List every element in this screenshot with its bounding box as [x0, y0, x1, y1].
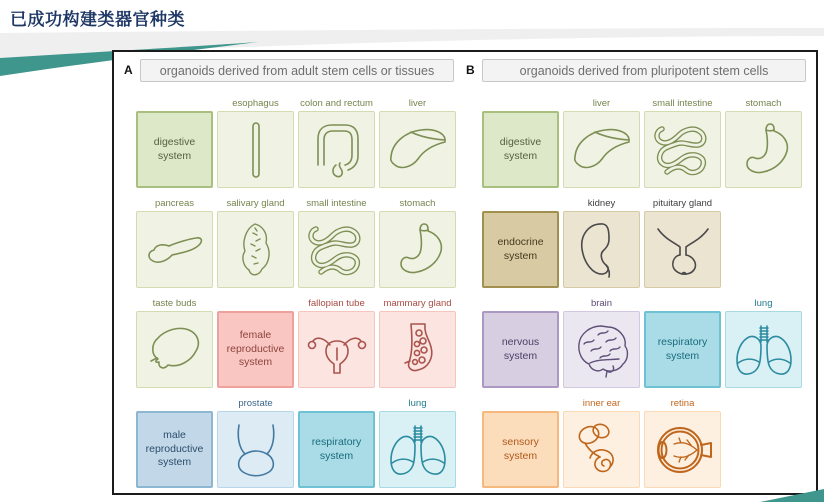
corner-accent-decoration — [760, 489, 824, 502]
liver-icon — [386, 118, 450, 182]
organ-cell-lung — [379, 397, 456, 488]
organ-label: lung — [754, 298, 773, 309]
organ-label: stomach — [399, 198, 436, 209]
panel-a-letter: A — [124, 63, 133, 77]
panel-a-head — [124, 59, 454, 82]
label-spacer — [136, 397, 213, 411]
system-box-respiratory-system — [644, 311, 721, 388]
system-cell-respiratory-system — [298, 397, 375, 488]
organ-cell-lung — [725, 297, 802, 388]
organ-cell-pituitary-gland — [644, 197, 721, 288]
system-cell-sensory-system — [482, 397, 559, 488]
label-spacer — [217, 297, 294, 311]
organ-label: prostate — [238, 398, 273, 409]
organ-label: salivary gland — [226, 198, 285, 209]
small-intestine-icon — [651, 118, 715, 182]
organoid-figure — [112, 50, 818, 495]
organ-cell-mammary-gland — [379, 297, 456, 388]
empty-cell — [725, 397, 802, 488]
organ-cell-taste-buds — [136, 297, 213, 388]
organ-cell-colon-and-rectum — [298, 97, 375, 188]
organ-box-lung — [379, 411, 456, 488]
lung-icon — [732, 318, 796, 382]
panel-a-grid — [136, 97, 454, 488]
organ-box-small-intestine — [644, 111, 721, 188]
organ-label: taste buds — [152, 298, 197, 309]
stomach-icon — [386, 218, 450, 282]
organ-cell-esophagus — [217, 97, 294, 188]
system-label: digestive system — [153, 135, 196, 162]
system-box-female-reproductive-system — [217, 311, 294, 388]
organ-box-salivary-gland — [217, 211, 294, 288]
system-label: digestive system — [499, 135, 542, 162]
system-label: respiratory system — [657, 335, 708, 362]
colon-rectum-icon — [305, 118, 369, 182]
organ-label: small intestine — [652, 98, 713, 109]
organ-label: pancreas — [154, 198, 195, 209]
lung-icon — [386, 418, 450, 482]
system-cell-male-reproductive-system — [136, 397, 213, 488]
organ-box-esophagus — [217, 111, 294, 188]
panel-a — [124, 59, 454, 488]
retina-icon — [651, 418, 715, 482]
organ-box-kidney — [563, 211, 640, 288]
salivary-gland-icon — [224, 218, 288, 282]
liver-icon — [570, 118, 634, 182]
fallopian-tube-icon — [305, 318, 369, 382]
system-cell-digestive-system — [136, 97, 213, 188]
organ-label: brain — [590, 298, 613, 309]
label-spacer — [482, 97, 559, 111]
organ-cell-retina — [644, 397, 721, 488]
organ-box-taste-buds — [136, 311, 213, 388]
pancreas-icon — [143, 218, 207, 282]
system-box-endocrine-system — [482, 211, 559, 288]
label-spacer — [482, 297, 559, 311]
organ-box-retina — [644, 411, 721, 488]
system-box-nervous-system — [482, 311, 559, 388]
organ-cell-liver — [379, 97, 456, 188]
empty-cell — [725, 197, 802, 288]
organ-label: kidney — [587, 198, 616, 209]
system-cell-female-reproductive-system — [217, 297, 294, 388]
taste-buds-icon — [143, 318, 207, 382]
organ-box-stomach — [725, 111, 802, 188]
system-label: male reproductive system — [145, 429, 204, 469]
label-spacer — [136, 97, 213, 111]
small-intestine-icon — [305, 218, 369, 282]
organ-cell-stomach — [379, 197, 456, 288]
organ-cell-inner-ear — [563, 397, 640, 488]
organ-cell-brain — [563, 297, 640, 388]
organ-label: pituitary gland — [652, 198, 713, 209]
organ-box-brain — [563, 311, 640, 388]
organ-cell-small-intestine — [298, 197, 375, 288]
brain-icon — [570, 318, 634, 382]
page-title: 已成功构建类器官种类 — [10, 10, 185, 29]
organ-label: small intestine — [306, 198, 367, 209]
panel-a-header: organoids derived from adult stem cells or tissues — [140, 59, 454, 82]
system-box-respiratory-system — [298, 411, 375, 488]
mammary-gland-icon — [386, 318, 450, 382]
organ-box-liver — [379, 111, 456, 188]
corner-triangle-shape — [760, 489, 824, 502]
system-box-digestive-system — [482, 111, 559, 188]
organ-box-liver — [563, 111, 640, 188]
prostate-icon — [224, 418, 288, 482]
panel-b-letter: B — [466, 63, 475, 77]
panel-b-grid — [482, 97, 806, 488]
system-label: sensory system — [502, 435, 539, 462]
organ-box-pancreas — [136, 211, 213, 288]
organ-cell-small-intestine — [644, 97, 721, 188]
system-label: female reproductive system — [226, 329, 285, 369]
system-cell-respiratory-system — [644, 297, 721, 388]
pituitary-icon — [651, 218, 715, 282]
system-cell-digestive-system — [482, 97, 559, 188]
organ-label: esophagus — [232, 98, 279, 109]
organ-cell-prostate — [217, 397, 294, 488]
organ-box-inner-ear — [563, 411, 640, 488]
organ-box-prostate — [217, 411, 294, 488]
system-label: respiratory system — [311, 435, 362, 462]
organ-cell-kidney — [563, 197, 640, 288]
organ-box-colon-and-rectum — [298, 111, 375, 188]
organ-label: liver — [408, 98, 427, 109]
inner-ear-icon — [570, 418, 634, 482]
organ-box-mammary-gland — [379, 311, 456, 388]
organ-label: fallopian tube — [308, 298, 365, 309]
organ-cell-fallopian-tube — [298, 297, 375, 388]
panel-b-head — [466, 59, 806, 82]
organ-label: stomach — [745, 98, 782, 109]
label-spacer — [482, 197, 559, 211]
organ-cell-liver — [563, 97, 640, 188]
system-cell-nervous-system — [482, 297, 559, 388]
panel-b — [466, 59, 806, 488]
organ-box-pituitary-gland — [644, 211, 721, 288]
system-label: endocrine system — [497, 235, 544, 262]
organ-box-small-intestine — [298, 211, 375, 288]
system-box-male-reproductive-system — [136, 411, 213, 488]
label-spacer — [644, 297, 721, 311]
label-spacer — [298, 397, 375, 411]
kidney-icon — [570, 218, 634, 282]
panel-b-header: organoids derived from pluripotent stem cells — [482, 59, 806, 82]
organ-label: liver — [592, 98, 611, 109]
organ-cell-stomach — [725, 97, 802, 188]
organ-label: mammary gland — [383, 298, 452, 309]
organ-box-lung — [725, 311, 802, 388]
system-cell-endocrine-system — [482, 197, 559, 288]
organ-label: colon and rectum — [300, 98, 373, 109]
system-box-digestive-system — [136, 111, 213, 188]
organ-label: lung — [408, 398, 427, 409]
organ-cell-pancreas — [136, 197, 213, 288]
esophagus-icon — [224, 118, 288, 182]
system-label: nervous system — [501, 335, 540, 362]
system-box-sensory-system — [482, 411, 559, 488]
organ-box-stomach — [379, 211, 456, 288]
organ-cell-salivary-gland — [217, 197, 294, 288]
stomach-icon — [732, 118, 796, 182]
organ-box-fallopian-tube — [298, 311, 375, 388]
organ-label: inner ear — [582, 398, 621, 409]
label-spacer — [482, 397, 559, 411]
organ-label: retina — [670, 398, 695, 409]
